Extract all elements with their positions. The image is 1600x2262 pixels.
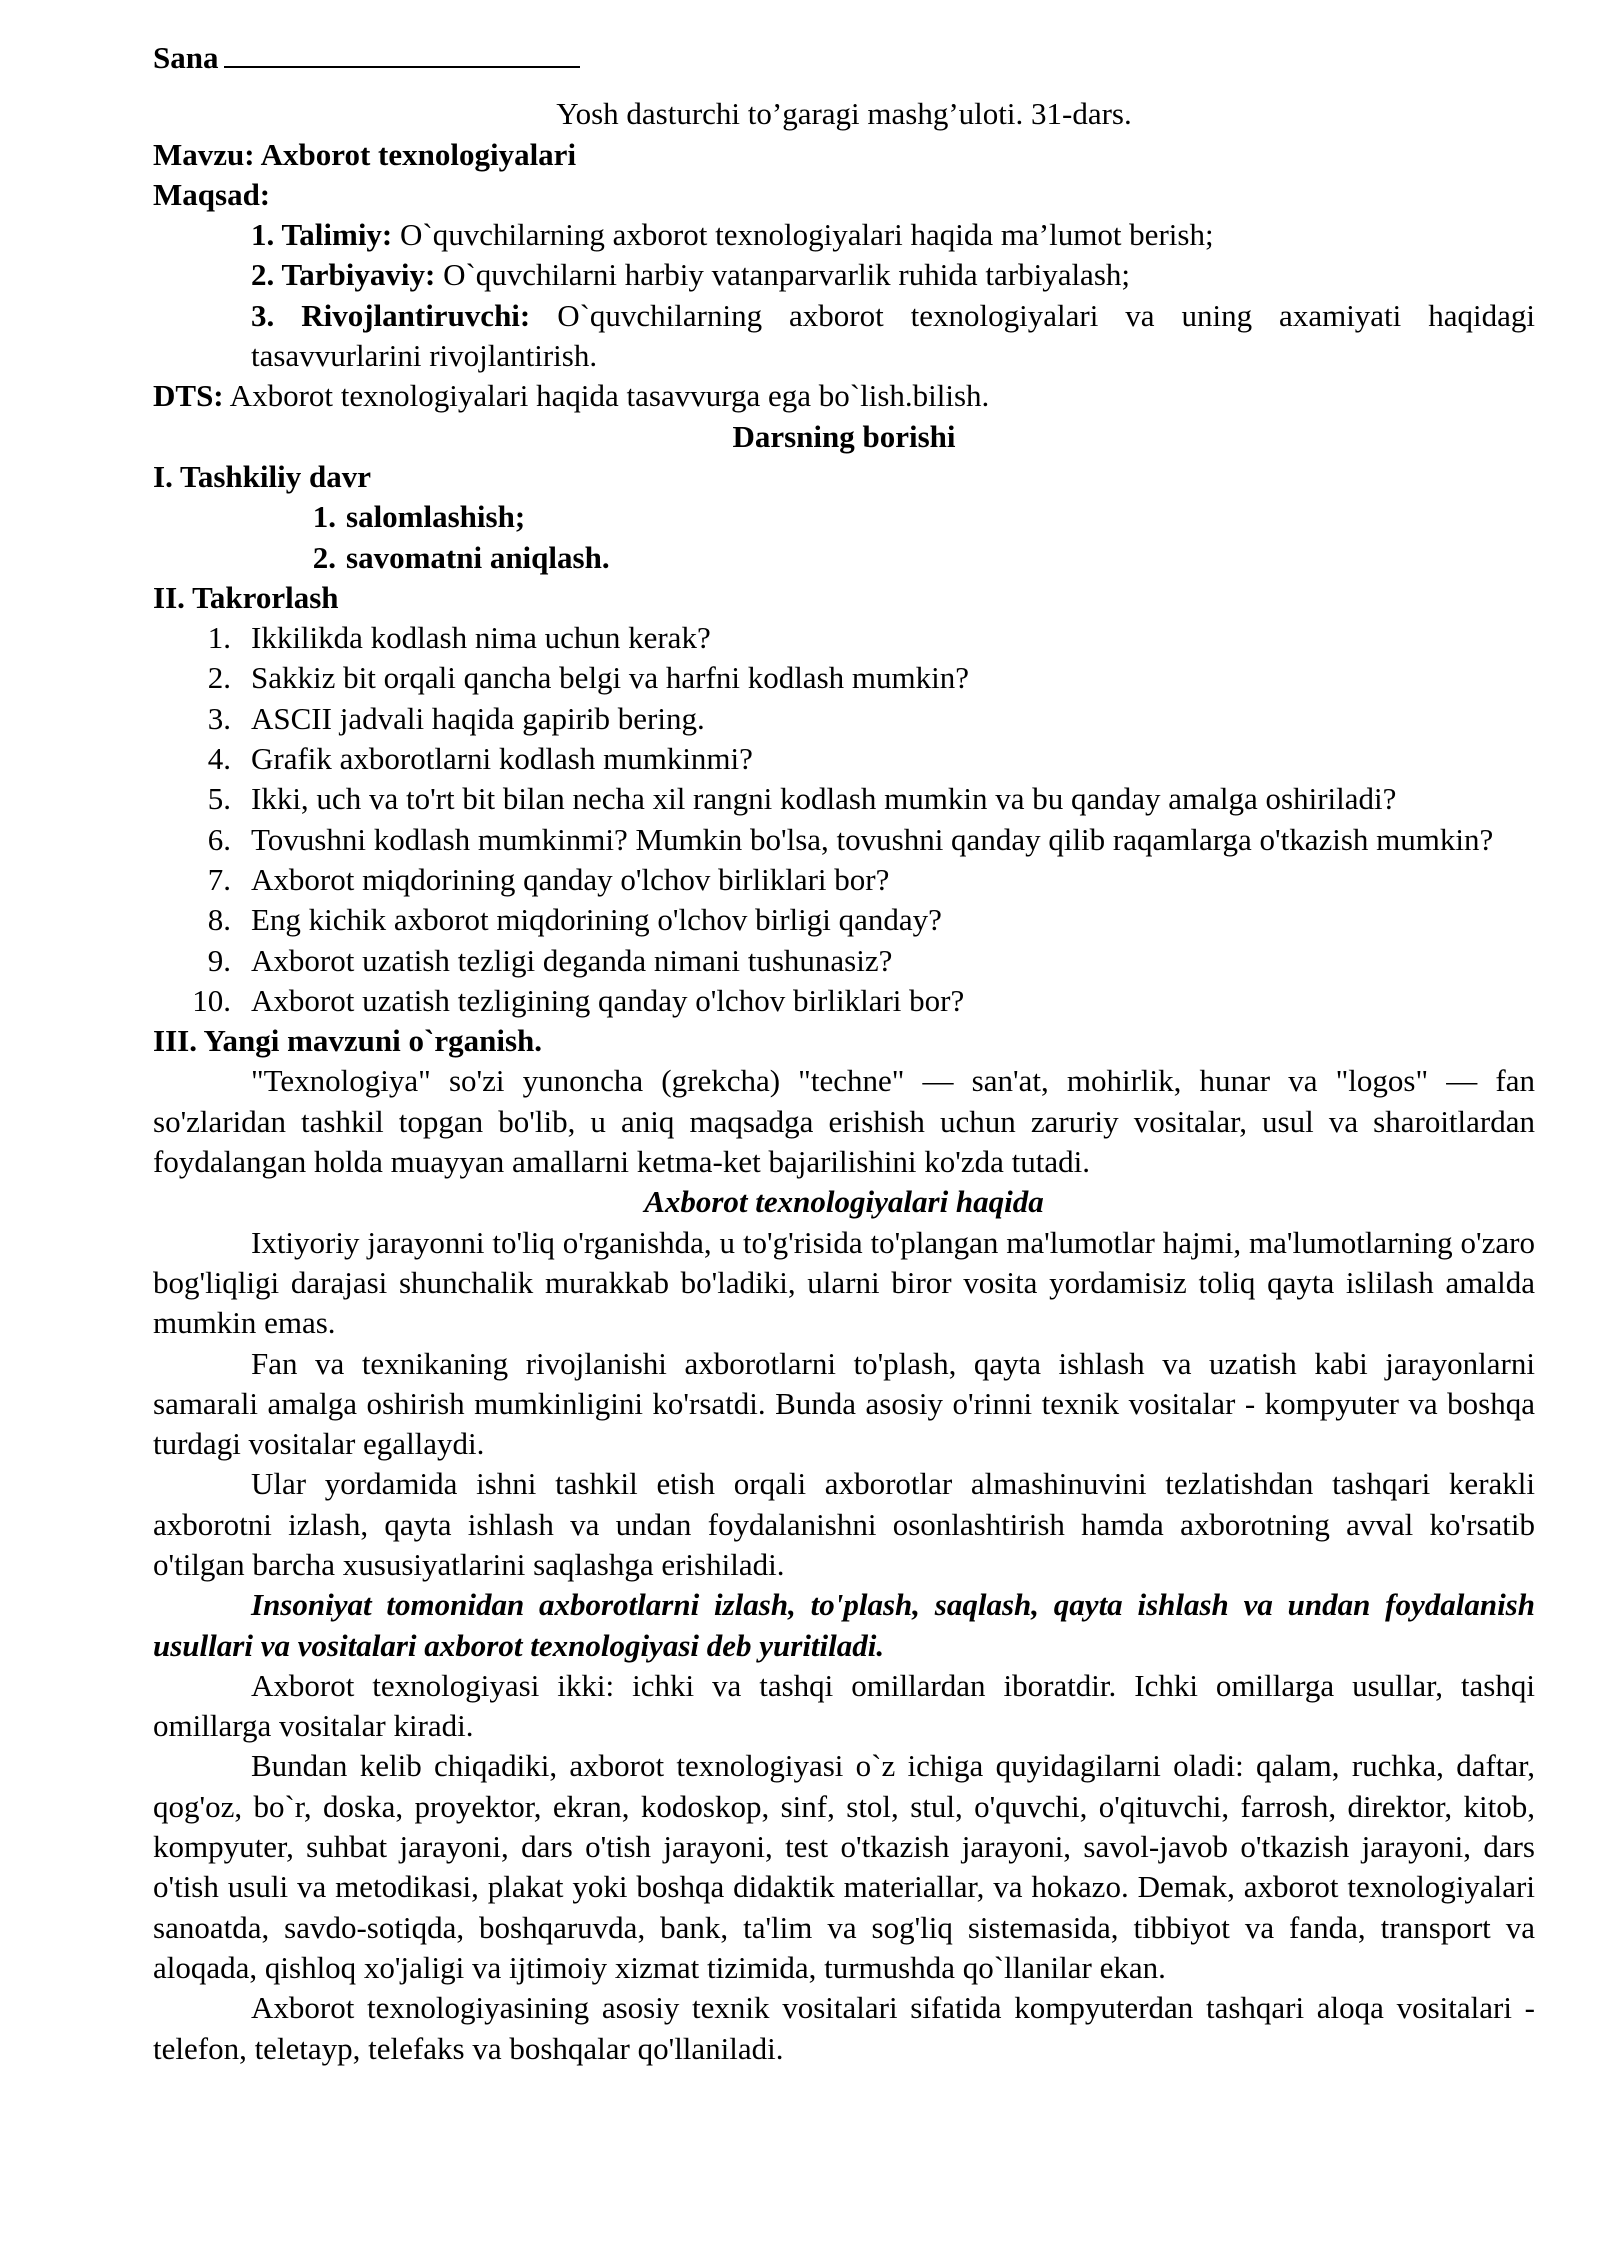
darsning-borishi-heading: Darsning borishi — [732, 418, 956, 454]
paragraph-3: Ular yordamida ishni tashkil etish orqali axborotlar almashinuvini tezlatishdan tashqari kerakli axborotni izlash, qayta ishlash va undan foydalanishni osonlashtirish hamda axborotning avval ko'rsatib o'tilgan barcha xususiyatlarini saqlashga erishiladi. — [153, 1466, 1535, 1582]
question-text: Sakkiz bit orqali qancha belgi va harfni kodlash mumkin? — [251, 660, 969, 696]
list-item-number: 2. — [312, 539, 336, 575]
paragraph-6: Axborot texnologiyasining asosiy texnik vositalari sifatida kompyuterdan tashqari aloqa vositalari - telefon, teletayp, telefaks va boshqalar qo'llaniladi. — [153, 1990, 1535, 2066]
section-1-list — [153, 497, 1535, 578]
question-number: 4. — [207, 741, 231, 777]
question-number: 8. — [207, 902, 231, 938]
question-number: 5. — [207, 781, 231, 817]
intro-paragraph: "Texnologiya" so'zi yunoncha (grekcha) "techne" — san'at, mohirlik, hunar va "logos" — fan so'zlaridan tashkil topgan bo'lib, u aniq maqsadga erishish uchun zaruriy vositalar, usul va sharoitlardan foydalangan holda muayyan amallarni ketma-ket bajarilishini ko'zda tutadi. — [153, 1063, 1535, 1180]
maqsad-item-3-label: 3. Rivojlantiruvchi: — [251, 297, 531, 333]
question-number: 10. — [192, 982, 231, 1018]
question-item — [153, 618, 1535, 658]
paragraph-2: Fan va texnikaning rivojlanishi axborotlarni to'plash, qayta ishlash va uzatish kabi jarayonlarni samarali amalga oshirish mumkinligini ko'rsatdi. Bunda asosiy o'rinni texnik vositalar - kompyuter va boshqa turdagi vositalar egallaydi. — [153, 1345, 1535, 1462]
question-text: Ikki, uch va to'rt bit bilan necha xil rangni kodlash mumkin va bu qanday amalga oshiriladi? — [251, 781, 1397, 817]
dts-label: DTS: — [153, 378, 224, 414]
sana-label: Sana — [153, 40, 219, 75]
question-item — [153, 900, 1535, 940]
question-text: Eng kichik axborot miqdorining o'lchov birligi qanday? — [251, 902, 942, 938]
question-text: ASCII jadvali haqida gapirib bering. — [251, 700, 705, 736]
question-item — [153, 860, 1535, 900]
maqsad-heading: Maqsad: — [153, 176, 271, 212]
question-item — [153, 820, 1535, 860]
question-number: 3. — [207, 700, 231, 736]
maqsad-item-2-label: 2. Tarbiyaviy: — [251, 257, 436, 293]
question-item — [153, 658, 1535, 698]
question-number: 2. — [207, 660, 231, 696]
lesson-subtitle: Yosh dasturchi to’garagi mashg’uloti. 31-dars. — [556, 96, 1132, 132]
question-item — [153, 981, 1535, 1021]
list-item — [153, 538, 1535, 578]
mavzu-heading: Mavzu: Axborot texnologiyalari — [153, 136, 577, 172]
sana-line — [153, 38, 1535, 78]
question-number: 7. — [207, 861, 231, 897]
list-item-text: salomlashish; — [346, 499, 526, 535]
paragraph-5: Bundan kelib chiqadiki, axborot texnologiyasi o`z ichiga quyidagilarni oladi: qalam, ruchka, daftar, qog'oz, bo`r, doska, proyektor, ekran, kodoskop, sinf, stol, stul, o'quvchi, o'qituvchi, farrosh, direktor, kitob, kompyuter, suhbat jarayoni, dars o'tish jarayoni, test o'tkazish jarayoni, savol-javob o'tkazish jarayoni, dars o'tish usuli va metodikasi, plakat yoki boshqa didaktik materiallar, va hokazo. Demak, axborot texnologiyalari sanoatda, savdo-sotiqda, boshqaruvda, bank, ta'lim va sog'liq sistemasida, tibbiyot va fanda, transport va aloqada, qishloq xo'jaligi va ijtimoiy xizmat tizimida, turmushda qo`llanilar ekan. — [153, 1748, 1535, 1985]
list-item-number: 1. — [312, 499, 336, 535]
dts-line — [153, 376, 1535, 416]
question-list — [153, 618, 1535, 1021]
maqsad-item-1-text: O`quvchilarning axborot texnologiyalari haqida ma’lumot berish; — [392, 217, 1214, 253]
section-3-title: III. Yangi mavzuni o`rganish. — [153, 1023, 543, 1059]
question-number: 1. — [207, 620, 231, 656]
list-item-text: savomatni aniqlash. — [346, 539, 610, 575]
subheading: Axborot texnologiyalari haqida — [644, 1184, 1044, 1220]
question-item — [153, 941, 1535, 981]
question-text: Axborot miqdorining qanday o'lchov birliklari bor? — [251, 861, 890, 897]
section-1-title: I. Tashkiliy davr — [153, 458, 371, 494]
list-item — [153, 497, 1535, 537]
question-text: Axborot uzatish tezligining qanday o'lchov birliklari bor? — [251, 982, 965, 1018]
sana-blank — [224, 38, 580, 68]
dts-text: Axborot texnologiyalari haqida tasavvurga ega bo`lish.bilish. — [223, 378, 990, 414]
question-item — [153, 699, 1535, 739]
question-text: Tovushni kodlash mumkinmi? Mumkin bo'lsa, tovushni qanday qilib raqamlarga o'tkazish mumkin? — [251, 821, 1494, 857]
definition-paragraph: Insoniyat tomonidan axborotlarni izlash, to'plash, saqlash, qayta ishlash va undan foydalanish usullari va vositalari axborot texnologiyasi deb yuritiladi. — [153, 1587, 1535, 1663]
maqsad-item-2-text: O`quvchilarni harbiy vatanparvarlik ruhida tarbiyalash; — [435, 257, 1130, 293]
paragraph-1: Ixtiyoriy jarayonni to'liq o'rganishda, u to'g'risida to'plangan ma'lumotlar hajmi, ma'lumotlarning o'zaro bog'liqligi darajasi shunchalik murakkab bo'ladiki, ularni biror vosita yordamisiz toliq qayta islilash amalda mumkin emas. — [153, 1224, 1535, 1341]
question-item — [153, 739, 1535, 779]
maqsad-item-3-text: O`quvchilarning axborot texnologiyalari va uning axamiyati haqidagi tasavvurlarini rivojlantirish. — [251, 297, 1535, 374]
maqsad-item-2 — [153, 255, 1535, 295]
maqsad-item-1 — [153, 215, 1535, 255]
question-number: 9. — [207, 942, 231, 978]
question-item — [153, 779, 1535, 819]
document-page — [153, 38, 1535, 2069]
section-2-title: II. Takrorlash — [153, 579, 339, 615]
question-text: Ikkilikda kodlash nima uchun kerak? — [251, 620, 711, 656]
paragraph-4: Axborot texnologiyasi ikki: ichki va tashqi omillardan iboratdir. Ichki omillarga usullar, tashqi omillarga vositalar kiradi. — [153, 1667, 1535, 1744]
question-text: Grafik axborotlarni kodlash mumkinmi? — [251, 741, 753, 777]
maqsad-item-1-label: 1. Talimiy: — [251, 217, 393, 253]
question-text: Axborot uzatish tezligi deganda nimani tushunasiz? — [251, 942, 893, 978]
maqsad-item-3 — [153, 296, 1535, 377]
question-number: 6. — [207, 821, 231, 857]
